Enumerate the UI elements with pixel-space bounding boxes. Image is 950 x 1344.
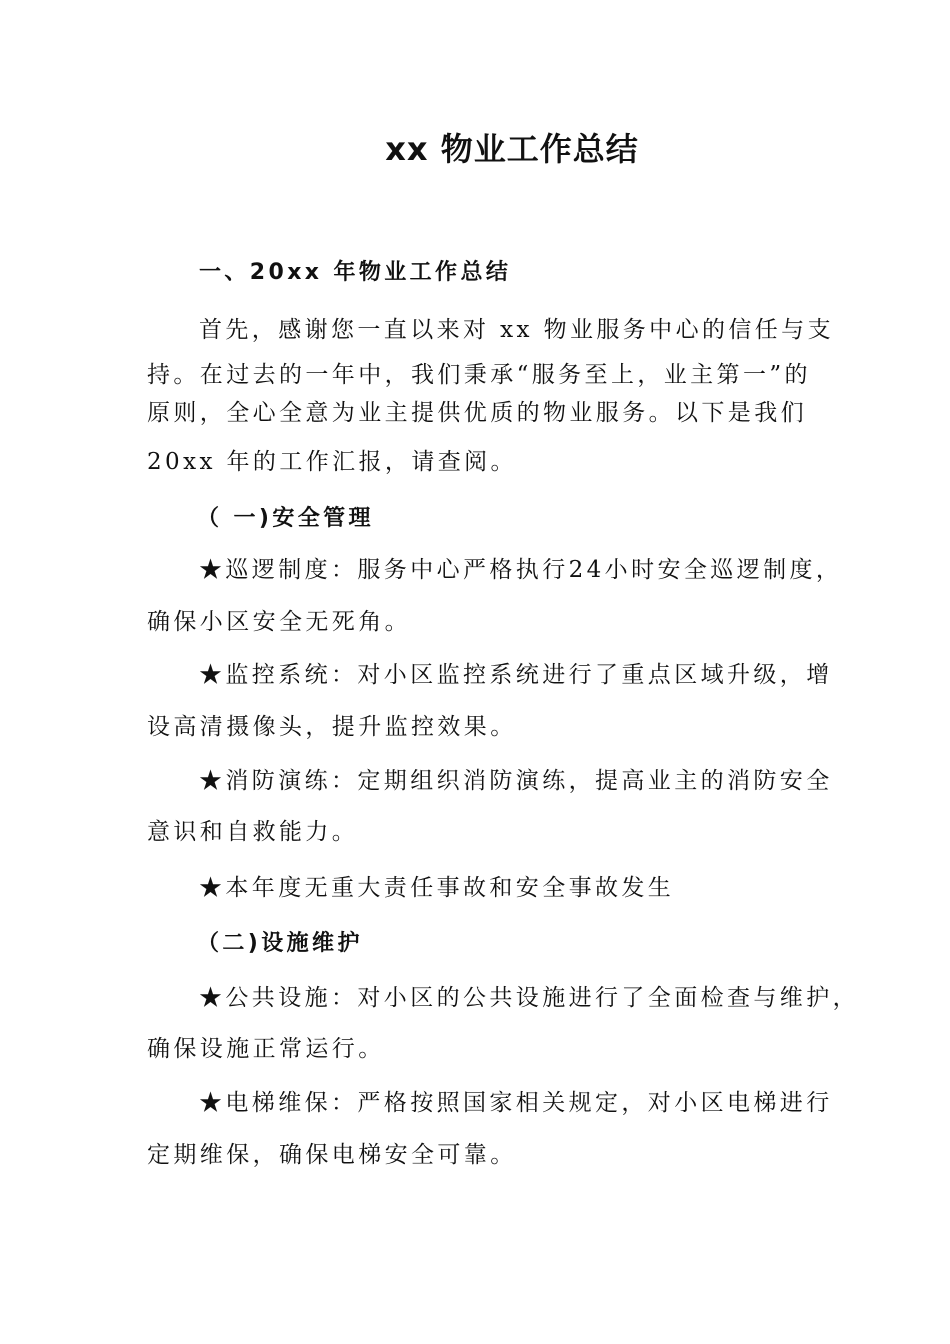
document-title: xx 物业工作总结 bbox=[385, 130, 639, 168]
facilities-item-2-line-2: 定期维保，确保电梯安全可靠。 bbox=[147, 1142, 517, 1168]
subsection-heading-security: （ 一)安全管理 bbox=[197, 506, 374, 531]
facilities-item-1-line-2: 确保设施正常运行。 bbox=[147, 1036, 385, 1062]
subsection-heading-facilities: （二)设施维护 bbox=[197, 931, 363, 956]
intro-line-2: 持。在过去的一年中，我们秉承“服务至上，业主第一”的 bbox=[147, 362, 811, 388]
security-item-3-line-2: 意识和自救能力。 bbox=[147, 819, 359, 845]
intro-line-1: 首先，感谢您一直以来对 xx 物业服务中心的信任与支 bbox=[199, 317, 834, 343]
section-heading: 一、20xx 年物业工作总结 bbox=[199, 260, 512, 285]
security-item-1-line-1: ★巡逻制度：服务中心严格执行24小时安全巡逻制度， bbox=[199, 557, 843, 583]
facilities-item-2-line-1: ★电梯维保：严格按照国家相关规定，对小区电梯进行 bbox=[199, 1090, 833, 1116]
security-item-1-line-2: 确保小区安全无死角。 bbox=[147, 609, 411, 635]
security-item-2-line-1: ★监控系统：对小区监控系统进行了重点区域升级，增 bbox=[199, 662, 833, 688]
facilities-item-1-line-1: ★公共设施：对小区的公共设施进行了全面检查与维护， bbox=[199, 985, 859, 1011]
intro-line-4: 20xx 年的工作汇报，请查阅。 bbox=[147, 449, 517, 475]
security-item-3-line-1: ★消防演练：定期组织消防演练，提高业主的消防安全 bbox=[199, 768, 833, 794]
security-item-4-line-1: ★本年度无重大责任事故和安全事故发生 bbox=[199, 875, 675, 901]
security-item-2-line-2: 设高清摄像头，提升监控效果。 bbox=[147, 714, 517, 740]
intro-line-3: 原则，全心全意为业主提供优质的物业服务。以下是我们 bbox=[147, 400, 807, 426]
